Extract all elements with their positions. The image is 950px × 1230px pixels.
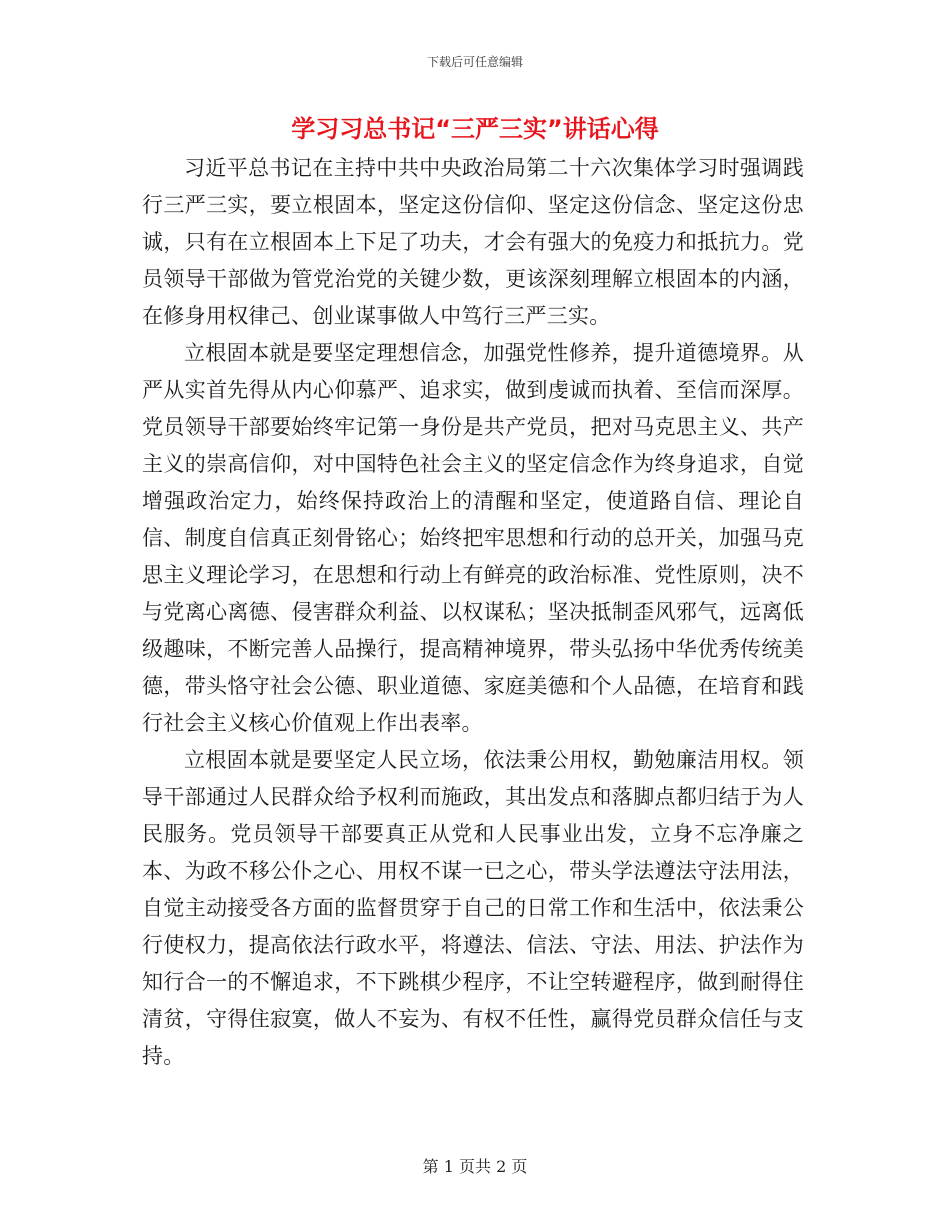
page-number-footer: 第 1 页共 2 页 — [422, 1157, 528, 1176]
paragraph-3: 立根固本就是要坚定人民立场，依法秉公用权，勤勉廉洁用权。领导干部通过人民群众给予权利而施政，其出发点和落脚点都归结于为人民服务。党员领导干部要真正从党和人民事业出发，立身不忘净廉之本、为政不移公仆之心、用权不谋一已之心，带头学法遵法守法用法，自觉主动接受各方面的监督贯穿于自己的日常工作和生活中，依法秉公行使权力，提高依法行政水平，将遵法、信法、守法、用法、护法作为知行合一的不懈追求，不下跳棋少程序，不让空转避程序，做到耐得住清贫，守得住寂寞，做人不妄为、有权不任性，赢得党员群众信任与支持。 — [142, 748, 804, 1068]
paragraph-2: 立根固本就是要坚定理想信念，加强党性修养，提升道德境界。从严从实首先得从内心仰慕严、追求实，做到虔诚而执着、至信而深厚。党员领导干部要始终牢记第一身份是共产党员，把对马克思主义、共产主义的崇高信仰，对中国特色社会主义的坚定信念作为终身追求，自觉增强政治定力，始终保持政治上的清醒和坚定，使道路自信、理论自信、制度自信真正刻骨铭心；始终把牢思想和行动的总开关，加强马克思主义理论学习，在思想和行动上有鲜亮的政治标准、党性原则，决不与党离心离德、侵害群众利益、以权谋私；坚决抵制歪风邪气，远离低级趣味，不断完善人品操行，提高精神境界，带头弘扬中华优秀传统美德，带头恪守社会公德、职业道德、家庭美德和个人品德，在培育和践行社会主义核心价值观上作出表率。 — [142, 341, 804, 735]
document-title: 学习习总书记“三严三实”讲话心得 — [291, 115, 659, 143]
paragraph-1: 习近平总书记在主持中共中央政治局第二十六次集体学习时强调践行三严三实，要立根固本，坚定这份信仰、坚定这份信念、坚定这份忠诚，只有在立根固本上下足了功夫，才会有强大的免疫力和抵抗力。党员领导干部做为管党治党的关键少数，更该深刻理解立根固本的内涵，在修身用权律己、创业谋事做人中笃行三严三实。 — [142, 156, 804, 328]
document-body — [142, 150, 804, 1075]
page-header-note: 下载后可任意编辑 — [426, 55, 523, 69]
